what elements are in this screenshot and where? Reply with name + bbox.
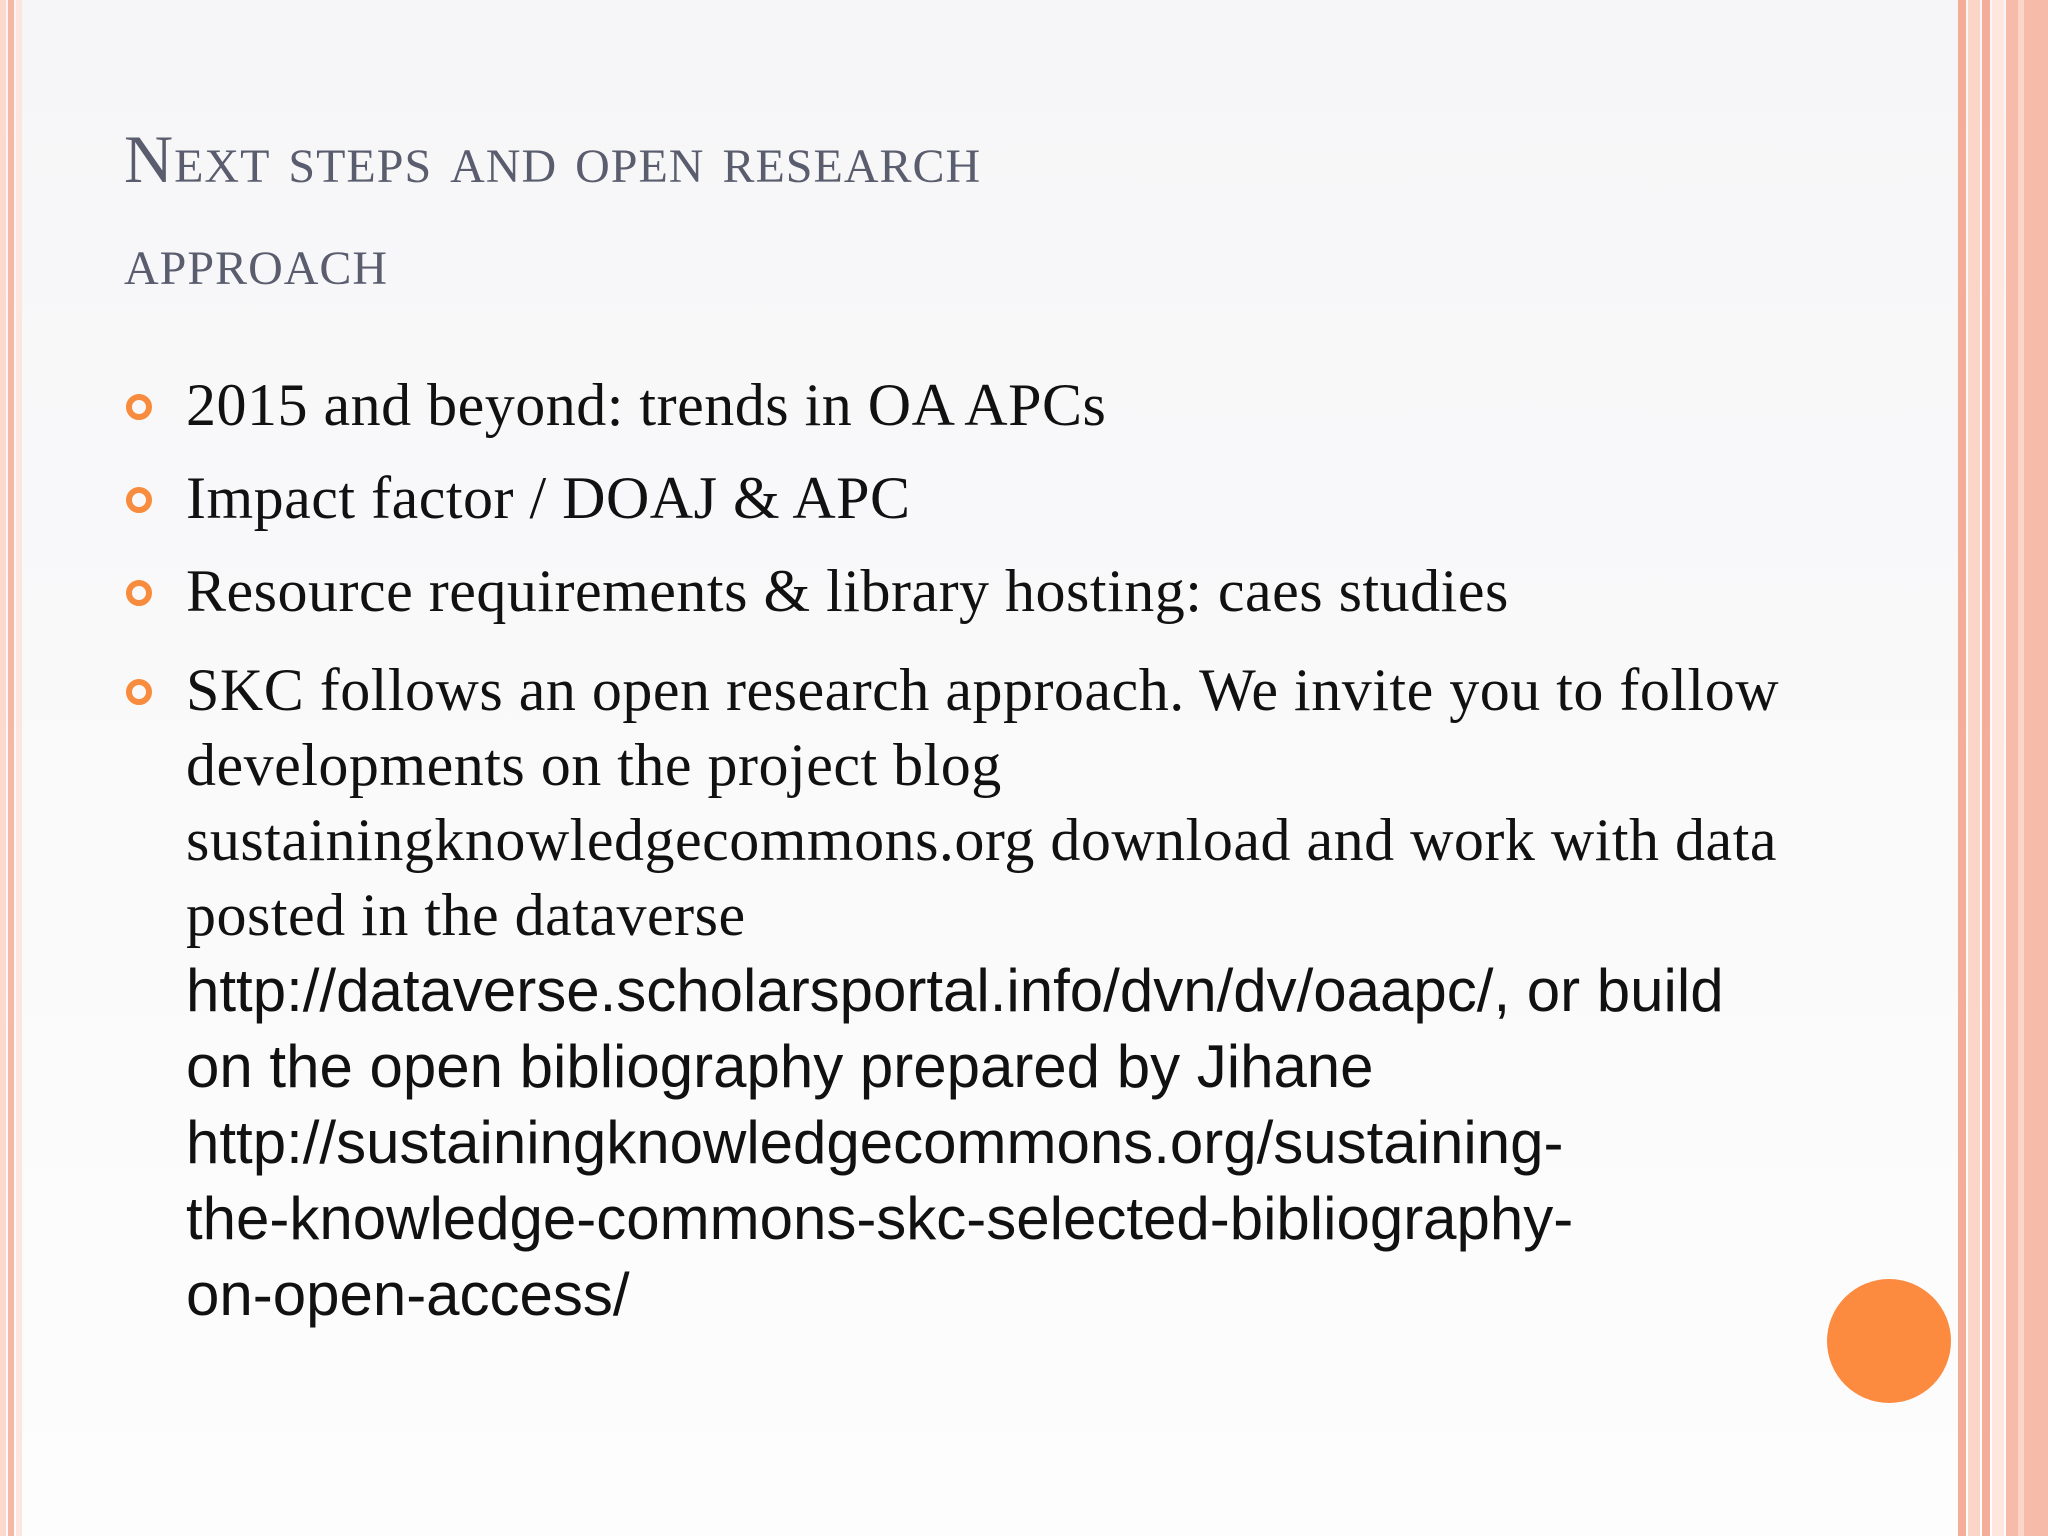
bullet-item	[124, 467, 1784, 529]
bibliography-url-line-1: http://sustainingknowledgecommons.org/sustaining-	[186, 1109, 1564, 1176]
slide-title	[124, 108, 1864, 312]
bullet-circle-icon	[126, 580, 152, 606]
bullet-circle-icon	[126, 679, 152, 705]
left-border-band	[8, 0, 14, 1536]
decorative-orange-circle-icon	[1827, 1279, 1951, 1403]
slide-title-line-2: approach	[124, 223, 389, 299]
bullet-item	[124, 374, 1784, 436]
bullet-text: Resource requirements & library hosting: caes studies	[186, 558, 1509, 624]
bullet-text-middle: , or build on the open bibliography prepared by Jihane	[186, 957, 1724, 1100]
bullet-list	[124, 374, 1784, 1333]
right-border-band	[1968, 0, 1980, 1536]
bullet-circle-icon	[126, 394, 152, 420]
bullet-text: Impact factor / DOAJ & APC	[186, 465, 911, 531]
bullet-circle-icon	[126, 487, 152, 513]
bibliography-url-line-2: the-knowledge-commons-skc-selected-bibliography-	[186, 1185, 1574, 1252]
left-border-band	[0, 0, 6, 1536]
right-border-band	[2006, 0, 2048, 1536]
left-border-band	[16, 0, 22, 1536]
bullet-text: 2015 and beyond: trends in OA APCs	[186, 372, 1107, 438]
bullet-text-intro: SKC follows an open research approach. We invite you to follow developments on the project blog sustainingknowledgecommons.org download and work with data posted in the dataverse	[186, 657, 1780, 948]
bullet-item	[124, 560, 1784, 622]
right-border-band	[2018, 0, 2024, 1536]
right-border-band	[1982, 0, 1990, 1536]
dataverse-url: http://dataverse.scholarsportal.info/dvn/dv/oaapc/	[186, 957, 1494, 1024]
bullet-item-open-research	[124, 653, 1784, 1333]
bibliography-url-line-3: on-open-access/	[186, 1261, 630, 1328]
right-border-band	[1958, 0, 1966, 1536]
right-border-band	[1992, 0, 2004, 1536]
slide-title-line-1: Next steps and open research	[124, 121, 982, 197]
